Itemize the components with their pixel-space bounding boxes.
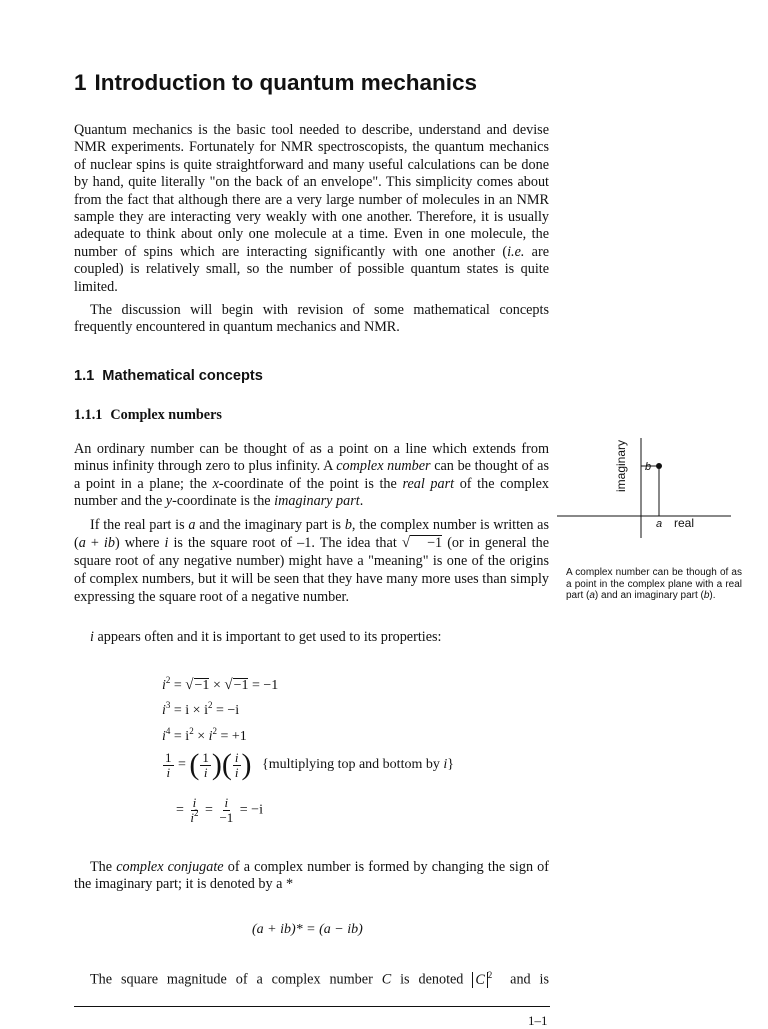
eq-rhs: = +1 xyxy=(220,729,247,744)
eq-note-var: i xyxy=(443,757,448,773)
term-imaginary-part: imaginary part xyxy=(274,493,360,510)
subsection-number: 1.1.1 xyxy=(74,407,103,423)
var-b: b xyxy=(703,590,710,602)
complex-plane-figure xyxy=(555,430,745,540)
chapter-number: 1 xyxy=(74,70,87,95)
intro-p1-end: are coupled) is relatively small, so the number of possible quantum states is quite limited. xyxy=(74,243,549,295)
chapter-title-text: Introduction to quantum mechanics xyxy=(94,70,478,95)
eq-var: i xyxy=(162,729,166,744)
complex-point xyxy=(656,463,662,469)
eq-mid: = i xyxy=(173,729,190,744)
text-run: (or in general the square root of any negative number) might have a "meaning" is one of the origins of complex numbers, but it will be seen that they have many more uses than simply expressing the square root of a negative number. xyxy=(74,535,549,605)
text-run: of the complex number and the xyxy=(74,475,549,510)
var-y: y xyxy=(165,493,173,510)
intro-paragraph-2: The discussion will begin with revision of some mathematical concepts frequently encountered in quantum mechanics and NMR. xyxy=(74,302,549,336)
a-label: a xyxy=(656,518,663,530)
imaginary-axis-label: imaginary xyxy=(614,439,628,492)
var-b: b xyxy=(344,517,352,533)
text-run: An ordinary number can be thought of as a point on a line which extends from minus infinity through zero to plus infinity. A xyxy=(74,441,549,475)
text-run: is the square root of –1. The idea that xyxy=(168,535,402,551)
text-run: The square magnitude of a complex number xyxy=(90,971,382,988)
sqrt-icon: √ xyxy=(185,677,194,693)
figure-caption xyxy=(566,567,742,602)
eq-rhs: = −i xyxy=(215,703,240,718)
var-i: i xyxy=(164,535,169,551)
intro-p1-text: Quantum mechanics is the basic tool needed to describe, understand and devise NMR experiments. Fortunately for NMR spectroscopists, the quantum mechanics of nuclear spins is quite straightforward and many useful calculations can be done by hand, quite literally "on the back of an envelope". This simplicity comes about from the fact that although there are a very large number of molecules in an NMR sample they are interacting very weakly with one another. Therefore, it is usually adequate to think about only one molecule at a time. Even in one molecule, the number of spins which are interacting significantly with one another ( xyxy=(74,122,549,260)
equation-i-cubed: $i^3 = i \times i^2 = -i$ xyxy=(162,700,240,718)
equation-i-over-i-squared: = $\frac{i}{i^2}$ = $\frac{i}{-1}$ = −i xyxy=(176,795,263,825)
eq-note-close: } xyxy=(447,757,454,773)
var-ib: ib xyxy=(103,535,115,551)
eq-rhs: = −1 xyxy=(251,678,279,693)
text-run: + xyxy=(85,535,104,551)
var-i: i xyxy=(90,629,94,645)
magnitude-paragraph: The square magnitude of a complex number C is denoted C $^2$ and is xyxy=(90,970,550,988)
chapter-title xyxy=(74,70,477,96)
var-a: a xyxy=(589,590,595,602)
eq-var: i xyxy=(162,678,166,693)
text-run: , the complex number is written as ( xyxy=(74,517,549,551)
sqrt-icon: √ xyxy=(224,677,233,693)
section-title: Mathematical concepts xyxy=(102,368,263,384)
var-c: C xyxy=(381,971,392,988)
eq-var: i xyxy=(162,703,166,718)
intro-ie: i.e. xyxy=(507,243,525,260)
text-run: The xyxy=(90,859,117,875)
text-run: and the imaginary part is xyxy=(195,517,345,533)
complex-paragraph-2 xyxy=(74,516,549,606)
eq-rhs: = −i xyxy=(239,802,263,818)
complex-paragraph-1 xyxy=(74,441,549,511)
text-run: of a complex number is formed by changing the sign of the imaginary part; it is denoted by a * xyxy=(74,859,550,893)
text-run: -coordinate is the xyxy=(172,493,275,510)
conjugate-paragraph xyxy=(74,859,549,894)
var-a: a xyxy=(78,535,86,551)
section-number: 1.1 xyxy=(74,368,95,384)
term-complex-conjugate: complex conjugate xyxy=(116,859,224,875)
text-run: appears often and it is important to get used to its properties: xyxy=(93,629,442,645)
text-run: and is xyxy=(510,971,550,988)
text-run: ) where xyxy=(114,535,165,551)
intro-paragraph-1 xyxy=(74,122,549,296)
term-complex-number: complex number xyxy=(336,458,431,475)
real-axis-label: real xyxy=(674,516,695,530)
section-heading xyxy=(74,368,263,384)
complex-paragraph-3 xyxy=(74,629,549,646)
text-run: ) and an imaginary part ( xyxy=(594,590,704,602)
text-run: ). xyxy=(709,590,716,602)
equation-conjugate: (a + ib)* = (a − ib) xyxy=(252,922,363,937)
var-x: x xyxy=(212,475,219,492)
var-c: C xyxy=(475,971,485,988)
subsection-title: Complex numbers xyxy=(110,407,222,423)
abs-c xyxy=(472,972,487,988)
footer-rule xyxy=(74,1006,550,1007)
sqrt-icon: √ xyxy=(401,535,411,551)
var-a: a xyxy=(188,517,196,533)
equation-one-over-i: $\frac{1}{i}$ = ( $\frac{1}{i}$ )( $\frac{i}{i}$ ) {multiplying top and bottom by i} xyxy=(165,748,454,781)
text-run: If the real part is xyxy=(90,517,189,533)
subsection-heading xyxy=(74,407,222,424)
eq-mid: = i × i xyxy=(173,703,208,718)
eq-note: {multiplying top and bottom by xyxy=(262,757,444,773)
text-run: -coordinate of the point is the xyxy=(218,475,403,492)
text-run: A complex number can be though of as a point in the complex plane with a real part ( xyxy=(566,567,742,602)
page-number: 1–1 xyxy=(528,1013,548,1028)
term-real-part: real part xyxy=(402,475,455,492)
sqrt-argument: −1 xyxy=(410,535,442,550)
text-run: can be thought of as a point in a plane; the xyxy=(74,458,549,492)
text-run: is denoted xyxy=(391,971,473,988)
equation-i-squared: $i^2 = √-1 \times √-1 = -1$ xyxy=(162,675,279,693)
b-label: b xyxy=(645,461,652,473)
text-run: . xyxy=(359,493,364,510)
equation-i-fourth: $i^4 = i^2 \times i^2 = +1$ xyxy=(162,726,247,744)
